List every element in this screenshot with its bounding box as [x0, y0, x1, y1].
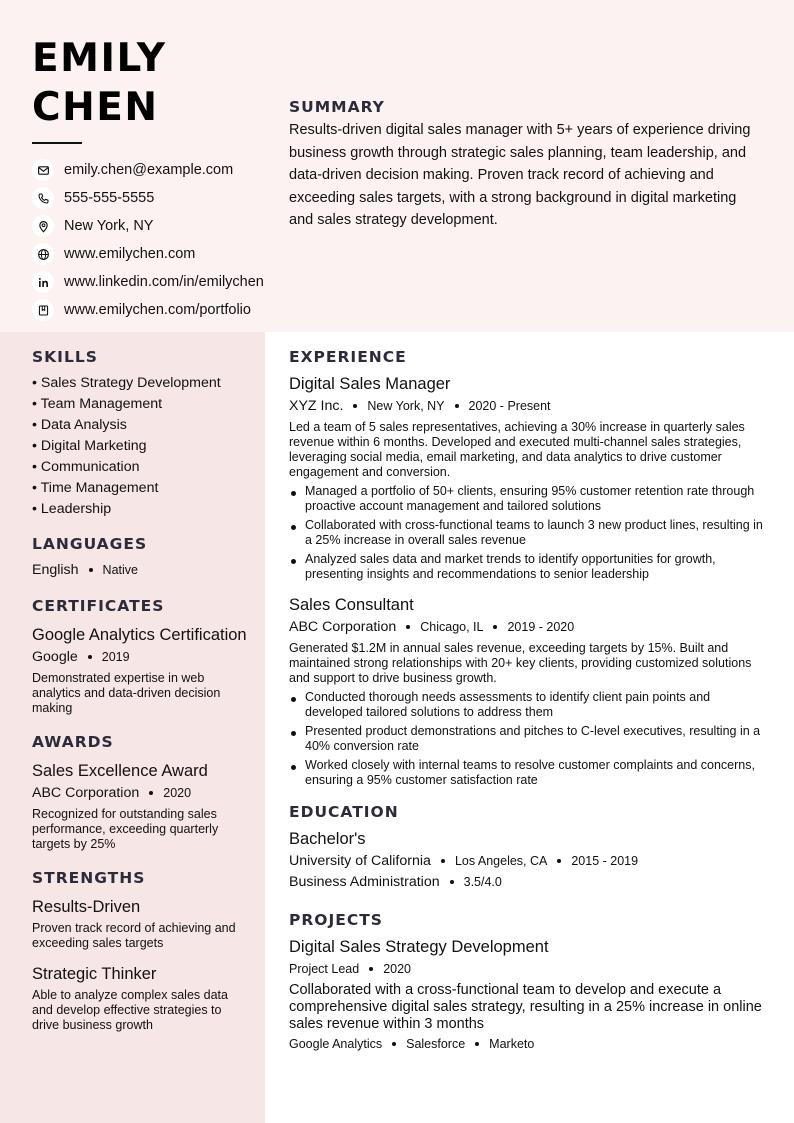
certificate-meta — [32, 647, 247, 667]
skills-heading: SKILLS — [32, 348, 98, 366]
language-name: English — [32, 562, 79, 578]
name-first: EMILY — [32, 36, 167, 81]
skill-item: • Team Management — [32, 396, 163, 412]
contact-email-text: emily.chen@example.com — [64, 162, 234, 178]
job-role: Digital Sales Manager — [289, 375, 451, 393]
project-meta — [289, 959, 771, 979]
contact-location — [32, 212, 282, 240]
separator-dot — [89, 568, 93, 572]
education-meta — [289, 851, 771, 871]
skill-item: • Digital Marketing — [32, 438, 147, 454]
strengths-section — [32, 868, 247, 1033]
certificate-issuer: Google — [32, 649, 78, 665]
tool-item: Google Analytics — [289, 1037, 383, 1051]
job-achievements — [289, 484, 771, 582]
projects-section — [289, 910, 771, 1051]
header-contact-block — [32, 34, 282, 324]
summary-section — [289, 97, 759, 232]
certificates-section — [32, 596, 247, 716]
bookmark-icon — [32, 299, 54, 321]
project-tools — [289, 1037, 771, 1051]
job-role: Sales Consultant — [289, 596, 414, 614]
contact-phone[interactable] — [32, 184, 282, 212]
achievement-item: Analyzed sales data and market trends to identify opportunities for growth, presenting insights and recommendations to senior leadership — [289, 552, 771, 582]
job-meta — [289, 617, 771, 637]
skill-item: • Time Management — [32, 480, 159, 496]
education-field-line — [289, 872, 771, 892]
skill-item: • Data Analysis — [32, 417, 127, 433]
separator-dot — [149, 791, 153, 795]
contact-location-text: New York, NY — [64, 218, 154, 234]
name-divider — [32, 142, 82, 144]
job-entry — [289, 594, 771, 788]
education-school: University of California — [289, 853, 431, 869]
separator-dot — [88, 655, 92, 659]
award-issuer: ABC Corporation — [32, 785, 140, 801]
skills-section — [32, 347, 247, 520]
languages-heading: LANGUAGES — [32, 535, 148, 553]
name-last: CHEN — [32, 85, 159, 130]
achievement-item: Conducted thorough needs assessments to identify client pain points and developed tailored solutions to address them — [289, 690, 771, 720]
tool-item: Marketo — [489, 1037, 535, 1051]
award-description: Recognized for outstanding sales performance, exceeding quarterly targets by 25% — [32, 807, 219, 851]
awards-section — [32, 732, 247, 852]
strength-description: Able to analyze complex sales data and develop effective strategies to drive business growth — [32, 988, 228, 1032]
language-item — [32, 562, 247, 578]
project-name: Digital Sales Strategy Development — [289, 938, 549, 956]
job-entry — [289, 373, 771, 582]
contact-website-text: www.emilychen.com — [64, 246, 196, 262]
certificates-heading: CERTIFICATES — [32, 597, 165, 615]
experience-section — [289, 347, 771, 788]
separator-dot — [557, 859, 561, 863]
separator-dot — [493, 625, 497, 629]
separator-dot — [475, 1042, 479, 1046]
education-gpa: 3.5/4.0 — [463, 875, 502, 889]
linkedin-icon — [32, 271, 54, 293]
job-dates: 2019 - 2020 — [507, 620, 575, 634]
separator-dot — [450, 880, 454, 884]
job-location: New York, NY — [367, 399, 445, 413]
separator-dot — [392, 1042, 396, 1046]
achievement-item: Collaborated with cross-functional teams to launch 3 new product lines, resulting in a 25% increase in overall sales revenue — [289, 518, 771, 548]
sidebar — [32, 347, 247, 1033]
contact-website[interactable] — [32, 240, 282, 268]
job-description: Led a team of 5 sales representatives, achieving a 30% increase in quarterly sales revenue within 6 months. Developed and executed multi-channel sales strategies, leveraging social media, email marketing, and data analytics to drive customer engagement and conversion. — [289, 420, 745, 479]
awards-heading: AWARDS — [32, 733, 114, 751]
summary-text: Results-driven digital sales manager with 5+ years of experience driving business growth through strategic sales planning, team leadership, and data-driven decision making. Proven track record of achieving and exceeding sales targets, with a strong background in digital marketing and sales strategy development. — [289, 122, 751, 229]
strength-description: Proven track record of achieving and exceeding sales targets — [32, 921, 236, 950]
job-achievements — [289, 690, 771, 788]
contact-email[interactable] — [32, 156, 282, 184]
contact-list — [32, 156, 282, 324]
skills-list — [32, 373, 247, 520]
separator-dot — [353, 404, 357, 408]
globe-icon — [32, 243, 54, 265]
award-meta — [32, 783, 247, 803]
strengths-heading: STRENGTHS — [32, 869, 146, 887]
education-degree: Bachelor's — [289, 830, 366, 848]
projects-heading: PROJECTS — [289, 911, 383, 929]
tool-item: Salesforce — [406, 1037, 466, 1051]
main-content — [289, 347, 771, 1051]
contact-linkedin[interactable] — [32, 268, 282, 296]
languages-section — [32, 534, 247, 578]
education-field: Business Administration — [289, 874, 440, 890]
separator-dot — [406, 625, 410, 629]
skill-item: • Leadership — [32, 501, 112, 517]
education-heading: EDUCATION — [289, 803, 399, 821]
separator-dot — [369, 967, 373, 971]
separator-dot — [441, 859, 445, 863]
job-company: XYZ Inc. — [289, 398, 344, 414]
project-description: Collaborated with a cross-functional team to develop and execute a comprehensive digital sales strategy, resulting in a 25% increase in online sales revenue within 3 months — [289, 982, 762, 1032]
summary-heading: SUMMARY — [289, 98, 385, 116]
phone-icon — [32, 187, 54, 209]
skill-item: • Communication — [32, 459, 140, 475]
job-location: Chicago, IL — [420, 620, 484, 634]
experience-heading: EXPERIENCE — [289, 348, 407, 366]
separator-dot — [455, 404, 459, 408]
job-dates: 2020 - Present — [468, 399, 551, 413]
certificate-year: 2019 — [101, 650, 130, 664]
candidate-name — [32, 34, 282, 132]
education-dates: 2015 - 2019 — [571, 854, 639, 868]
location-pin-icon — [32, 215, 54, 237]
achievement-item: Presented product demonstrations and pitches to C-level executives, resulting in a 40% conversion rate — [289, 724, 771, 754]
contact-portfolio-text: www.emilychen.com/portfolio — [64, 302, 251, 318]
language-level: Native — [102, 563, 138, 577]
education-location: Los Angeles, CA — [454, 854, 548, 868]
contact-portfolio[interactable] — [32, 296, 282, 324]
email-icon — [32, 159, 54, 181]
education-section — [289, 802, 771, 892]
job-company: ABC Corporation — [289, 619, 397, 635]
certificate-description: Demonstrated expertise in web analytics and data-driven decision making — [32, 671, 221, 715]
achievement-item: Managed a portfolio of 50+ clients, ensuring 95% customer retention rate through proactive account management and tailored solutions — [289, 484, 771, 514]
award-year: 2020 — [163, 786, 192, 800]
project-year: 2020 — [383, 962, 411, 976]
achievement-item: Worked closely with internal teams to resolve customer complaints and concerns, ensuring a 95% customer satisfaction rate — [289, 758, 771, 788]
skill-item: • Sales Strategy Development — [32, 375, 221, 391]
certificate-name: Google Analytics Certification — [32, 626, 247, 644]
award-name: Sales Excellence Award — [32, 762, 208, 780]
strength-name: Results-Driven — [32, 898, 141, 916]
job-meta — [289, 396, 771, 416]
contact-phone-text: 555-555-5555 — [64, 190, 155, 206]
project-role: Project Lead — [289, 962, 360, 976]
strength-name: Strategic Thinker — [32, 965, 157, 983]
job-description: Generated $1.2M in annual sales revenue, exceeding targets by 15%. Built and maintained strong relationships with 20+ key clients, providing customized solutions and support to drive business growth. — [289, 641, 752, 685]
contact-linkedin-text: www.linkedin.com/in/emilychen — [64, 274, 264, 290]
